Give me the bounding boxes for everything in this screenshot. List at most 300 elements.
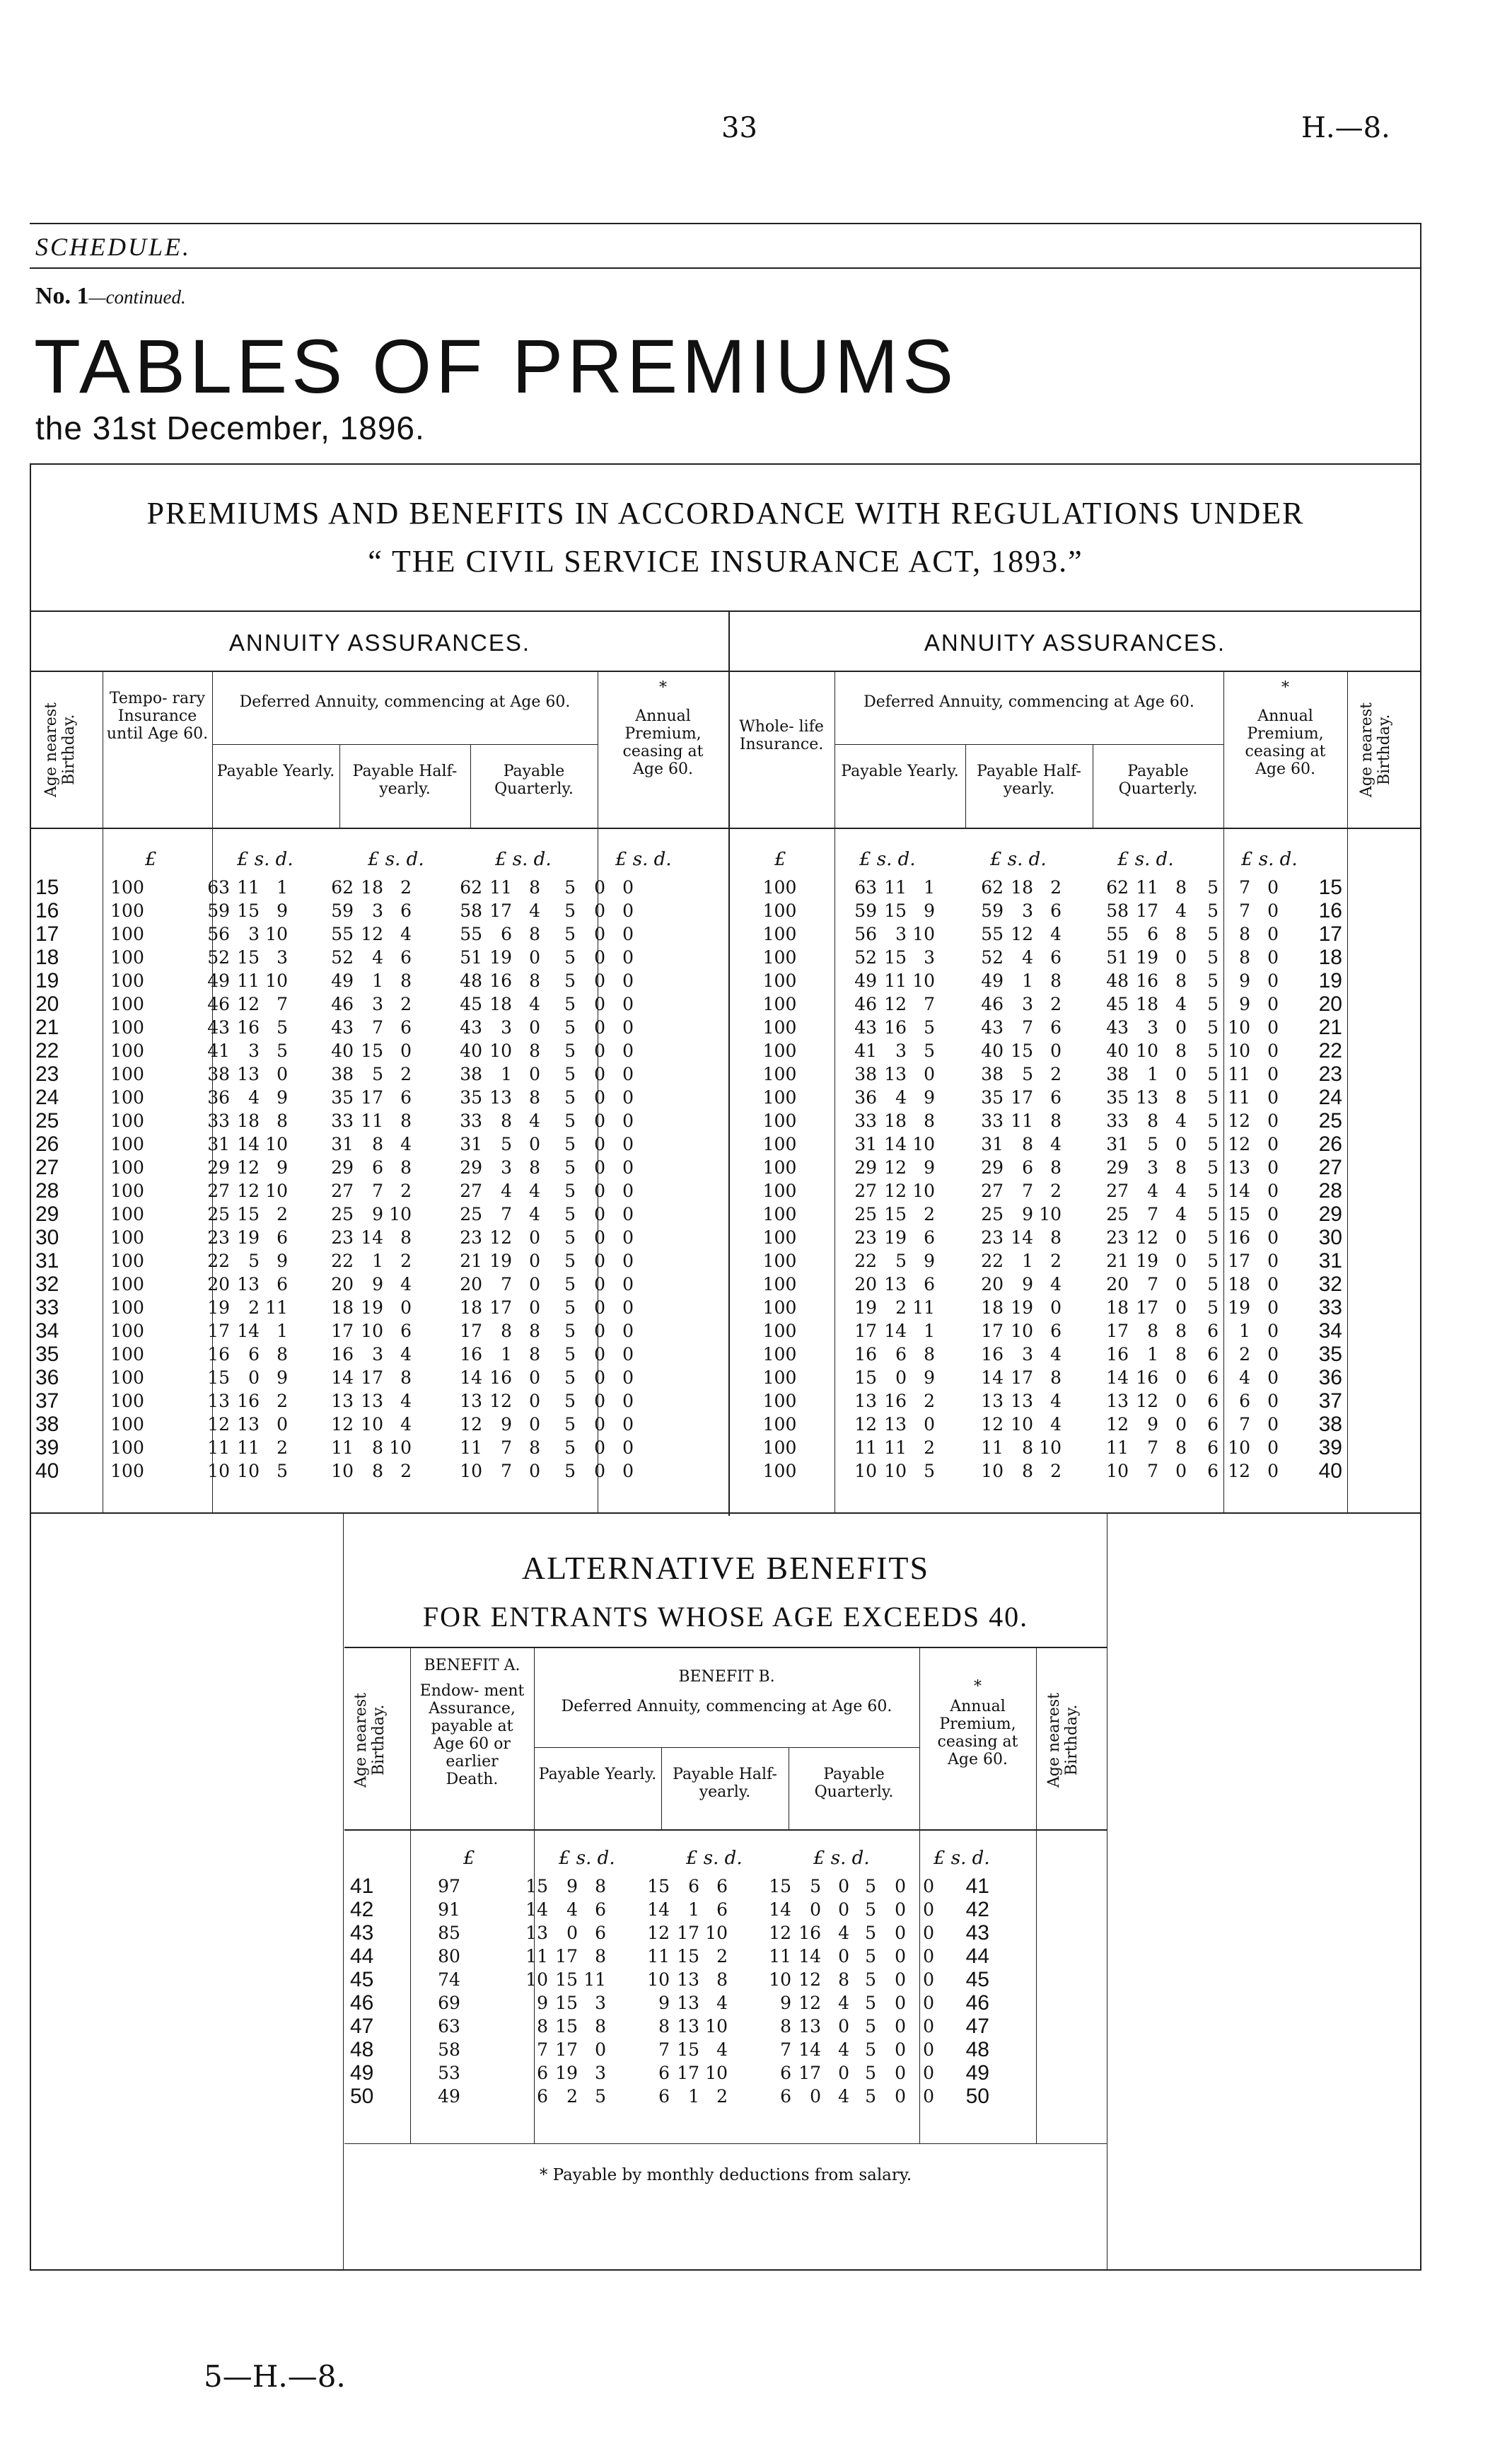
half-yearly-cell: 4 — [1050, 1134, 1062, 1154]
age-cell: 30 — [35, 1226, 59, 1249]
age-cell: 38 — [35, 1413, 59, 1436]
center-divider — [728, 610, 730, 1516]
alt-halfyearly-header: Payable Half-yearly. — [673, 1766, 777, 1801]
half-yearly-cell: 6 — [372, 1157, 383, 1178]
age-cell: 16 — [1318, 899, 1342, 922]
quarterly-cell: 16 — [1136, 971, 1158, 991]
annual-cell: 0 — [622, 1297, 634, 1318]
left-annual-star: * — [659, 679, 667, 697]
yearly-cell: 27 — [854, 1181, 877, 1201]
annual-cell: 0 — [594, 1437, 605, 1458]
quarterly-cell: 18 — [1136, 994, 1158, 1014]
spacer-cell — [824, 922, 838, 946]
insurance-cell: 100 — [762, 947, 797, 968]
yearly-cell: 13 — [207, 1391, 230, 1411]
quarterly-cell: 31 — [1106, 1134, 1129, 1154]
quarterly-cell: 10 — [1106, 1461, 1129, 1481]
endowment-cell: 80 — [438, 1946, 460, 1966]
annual-cell: 0 — [594, 1344, 605, 1365]
spacer-cell — [177, 876, 191, 899]
age-cell: 48 — [350, 2038, 374, 2061]
yearly-cell: 8 — [595, 2016, 606, 2037]
annual-cell: 5 — [865, 1946, 876, 1966]
spacer-cell — [606, 2061, 634, 2085]
table-row — [35, 1343, 634, 1366]
age-cell: 39 — [35, 1436, 59, 1459]
annual-cell: 5 — [564, 1391, 576, 1411]
quarterly-cell: 27 — [1106, 1181, 1129, 1201]
annual-cell: 5 — [1207, 1297, 1219, 1318]
yearly-cell: 7 — [537, 2039, 548, 2060]
rule-bottom-tables — [30, 1512, 1421, 1514]
annual-cell: 0 — [895, 1993, 906, 2013]
spacer-cell — [824, 992, 838, 1016]
spacer-cell — [288, 876, 315, 899]
yearly-cell: 19 — [854, 1297, 877, 1318]
spacer-cell — [177, 1179, 191, 1203]
quarterly-cell: 0 — [1175, 1134, 1187, 1154]
half-yearly-cell: 15 — [361, 1041, 383, 1061]
quarterly-cell: 15 — [769, 1876, 791, 1896]
insurance-cell: 100 — [762, 1227, 797, 1248]
yearly-cell: 9 — [924, 900, 935, 921]
spacer-cell — [288, 1366, 315, 1389]
annual-cell: 0 — [1267, 1111, 1279, 1131]
quarterly-cell: 10 — [489, 1041, 512, 1061]
endowment-cell: 49 — [438, 2086, 460, 2107]
table-row — [35, 876, 634, 899]
insurance-cell: 100 — [762, 1204, 797, 1224]
quarterly-cell: 58 — [1106, 900, 1129, 921]
yearly-cell: 16 — [884, 1017, 907, 1038]
annual-cell: 0 — [594, 1297, 605, 1318]
quarterly-cell: 17 — [460, 1321, 482, 1341]
age-cell: 20 — [1318, 992, 1342, 1016]
spacer-cell — [177, 899, 191, 922]
yearly-cell: 10 — [207, 1461, 230, 1481]
quarterly-cell: 4 — [1175, 1111, 1187, 1131]
spacer-cell — [177, 1459, 191, 1483]
half-yearly-cell: 6 — [1050, 947, 1062, 968]
quarterly-cell: 8 — [529, 1087, 540, 1108]
age-cell: 49 — [350, 2061, 374, 2085]
spacer-cell — [824, 1203, 838, 1226]
annual-cell: 5 — [564, 947, 576, 968]
spacer-cell — [1062, 1343, 1090, 1366]
annual-cell: 0 — [895, 2016, 906, 2037]
yearly-cell: 5 — [248, 1251, 260, 1271]
annual-cell: 5 — [1207, 947, 1219, 968]
spacer-cell — [1062, 1062, 1090, 1086]
half-yearly-cell: 10 — [1011, 1321, 1033, 1341]
insurance-cell: 100 — [762, 1437, 797, 1458]
annual-cell: 0 — [622, 971, 634, 991]
spacer-cell — [1187, 1343, 1197, 1366]
annual-cell: 0 — [594, 1461, 605, 1481]
half-yearly-cell: 4 — [1022, 947, 1033, 968]
annual-cell: 5 — [564, 1087, 576, 1108]
endowment-cell: 91 — [438, 1899, 460, 1920]
spacer-cell — [1062, 1226, 1090, 1249]
half-yearly-cell: 7 — [1022, 1181, 1033, 1201]
table-row — [735, 1086, 1342, 1109]
yearly-cell: 9 — [277, 1157, 288, 1178]
quarterly-cell: 8 — [1175, 1437, 1187, 1458]
spacer-cell — [824, 1273, 838, 1296]
endowment-cell: 97 — [438, 1876, 460, 1896]
half-yearly-cell: 11 — [331, 1437, 354, 1458]
spacer-cell — [540, 1273, 554, 1296]
age-cell: 28 — [1318, 1179, 1342, 1203]
quarterly-cell: 8 — [529, 1321, 540, 1341]
spacer-cell — [288, 1133, 315, 1156]
quarterly-cell: 12 — [1106, 1414, 1129, 1435]
yearly-cell: 16 — [884, 1391, 907, 1411]
yearly-cell: 9 — [277, 1367, 288, 1388]
half-yearly-cell: 7 — [372, 1017, 383, 1038]
annual-cell: 0 — [1267, 1087, 1279, 1108]
quarterly-cell: 7 — [501, 1437, 512, 1458]
half-yearly-cell: 2 — [400, 1251, 412, 1271]
table-row — [35, 992, 634, 1016]
yearly-cell: 11 — [525, 1946, 548, 1966]
alt-age-right-header: Age nearest Birthday. — [1045, 1693, 1081, 1788]
annual-cell: 0 — [594, 1227, 605, 1248]
yearly-cell: 2 — [895, 1297, 907, 1318]
quarterly-cell: 62 — [1106, 877, 1129, 898]
annual-cell: 0 — [594, 1134, 605, 1154]
annual-cell: 6 — [1207, 1321, 1219, 1341]
half-yearly-cell: 10 — [705, 2016, 728, 2037]
quarterly-cell: 7 — [1147, 1437, 1158, 1458]
quarterly-cell: 13 — [1136, 1087, 1158, 1108]
half-yearly-cell: 46 — [331, 994, 354, 1014]
annual-cell: 0 — [594, 1251, 605, 1271]
annual-cell: 0 — [1267, 1321, 1279, 1341]
quarterly-cell: 27 — [460, 1181, 482, 1201]
spacer-cell — [728, 1968, 756, 1991]
insurance-cell: 100 — [110, 1134, 144, 1154]
half-yearly-cell: 8 — [372, 1437, 383, 1458]
half-yearly-cell: 7 — [372, 1181, 383, 1201]
quarterly-cell: 4 — [1175, 1204, 1187, 1224]
spacer-cell — [824, 1319, 838, 1343]
spacer-cell — [935, 1436, 965, 1459]
yearly-cell: 20 — [854, 1274, 877, 1294]
half-yearly-cell: 4 — [1050, 1344, 1062, 1365]
half-yearly-cell: 10 — [361, 1321, 383, 1341]
spacer-cell — [824, 1249, 838, 1273]
annual-cell: 6 — [1239, 1391, 1250, 1411]
yearly-cell: 1 — [277, 877, 288, 898]
annual-cell: 0 — [622, 1204, 634, 1224]
spacer-cell — [540, 1133, 554, 1156]
quarterly-cell: 38 — [1106, 1064, 1129, 1084]
annual-cell: 0 — [594, 1017, 605, 1038]
annual-cell: 5 — [1207, 994, 1219, 1014]
spacer-cell — [1187, 1133, 1197, 1156]
yearly-cell: 15 — [237, 1204, 260, 1224]
alt-data-table — [350, 1875, 989, 2108]
spacer-cell — [1062, 1203, 1090, 1226]
table-row — [35, 1319, 634, 1343]
half-yearly-cell: 4 — [400, 1414, 412, 1435]
spacer-cell — [1187, 1459, 1197, 1483]
half-yearly-cell: 4 — [716, 1993, 728, 2013]
annual-cell: 0 — [622, 1344, 634, 1365]
quarterly-cell: 14 — [460, 1367, 482, 1388]
age-cell: 41 — [350, 1875, 374, 1898]
spacer-cell — [177, 1109, 191, 1133]
table-row — [35, 1203, 634, 1226]
spacer-cell — [412, 1226, 443, 1249]
quarterly-cell: 12 — [460, 1414, 482, 1435]
quarterly-cell: 16 — [460, 1344, 482, 1365]
half-yearly-cell: 20 — [331, 1274, 354, 1294]
spacer-cell — [1062, 1086, 1090, 1109]
age-cell: 29 — [35, 1203, 59, 1226]
quarterly-cell: 31 — [460, 1134, 482, 1154]
yearly-cell: 16 — [854, 1344, 877, 1365]
half-yearly-cell: 10 — [389, 1204, 412, 1224]
spacer-cell — [935, 992, 965, 1016]
quarterly-cell: 8 — [1175, 1157, 1187, 1178]
table-row — [735, 1436, 1342, 1459]
half-yearly-cell: 4 — [400, 1344, 412, 1365]
table-row — [35, 1133, 634, 1156]
spacer-cell — [177, 1413, 191, 1436]
half-yearly-cell: 4 — [400, 1274, 412, 1294]
annual-cell: 0 — [594, 1087, 605, 1108]
spacer-cell — [606, 1968, 634, 1991]
age-cell: 19 — [35, 969, 59, 992]
yearly-cell: 11 — [884, 1437, 907, 1458]
quarterly-cell: 11 — [460, 1437, 482, 1458]
annual-cell: 5 — [865, 1993, 876, 2013]
age-cell: 39 — [1318, 1436, 1342, 1459]
document-reference: H.—8. — [1301, 112, 1390, 144]
table-row — [350, 1898, 989, 1921]
spacer-cell — [824, 1366, 838, 1389]
quarterly-cell: 13 — [798, 2016, 821, 2037]
rule-title — [30, 463, 1421, 465]
annual-cell: 0 — [895, 1969, 906, 1990]
yearly-cell: 9 — [924, 1157, 935, 1178]
right-unit-annual: £ s. d. — [1241, 849, 1298, 870]
table-row — [735, 1016, 1342, 1039]
spacer-cell — [540, 969, 554, 992]
annual-cell: 0 — [1267, 1391, 1279, 1411]
age-cell: 35 — [1318, 1343, 1342, 1366]
yearly-cell: 13 — [884, 1064, 907, 1084]
annual-cell: 8 — [1239, 947, 1250, 968]
annual-cell: 6 — [1207, 1367, 1219, 1388]
half-yearly-cell: 2 — [1050, 1181, 1062, 1201]
annual-cell: 0 — [622, 1391, 634, 1411]
half-yearly-cell: 0 — [400, 1297, 412, 1318]
alt-benefit-a-header: BENEFIT A. — [424, 1657, 521, 1674]
yearly-cell: 13 — [237, 1414, 260, 1435]
half-yearly-cell: 6 — [1022, 1157, 1033, 1178]
yearly-cell: 15 — [237, 900, 260, 921]
insurance-cell: 100 — [110, 1064, 144, 1084]
table-row — [35, 1086, 634, 1109]
yearly-cell: 12 — [884, 1181, 907, 1201]
yearly-cell: 12 — [237, 994, 260, 1014]
annual-cell: 0 — [1267, 947, 1279, 968]
quarterly-cell: 7 — [501, 1274, 512, 1294]
quarterly-cell: 4 — [529, 1204, 540, 1224]
spacer-cell — [935, 1413, 965, 1436]
annual-cell: 0 — [1267, 1367, 1279, 1388]
insurance-cell: 100 — [110, 994, 144, 1014]
yearly-cell: 1 — [924, 1321, 935, 1341]
spacer-cell — [177, 1039, 191, 1062]
spacer-cell — [1062, 1273, 1090, 1296]
annual-cell: 0 — [923, 2063, 934, 2083]
yearly-cell: 0 — [566, 1923, 578, 1943]
quarterly-cell: 58 — [460, 900, 482, 921]
half-yearly-cell: 11 — [981, 1437, 1004, 1458]
alt-rule-colheads — [344, 1829, 1107, 1831]
spacer-cell — [1187, 1273, 1197, 1296]
yearly-cell: 43 — [854, 1017, 877, 1038]
quarterly-cell: 16 — [798, 1923, 821, 1943]
half-yearly-cell: 3 — [372, 900, 383, 921]
spacer-cell — [177, 1343, 191, 1366]
annual-cell: 11 — [1228, 1064, 1250, 1084]
quarterly-cell: 0 — [529, 1391, 540, 1411]
spacer-cell — [1062, 1366, 1090, 1389]
age-right-cell: 48 — [965, 2038, 989, 2061]
endowment-cell: 63 — [438, 2016, 460, 2037]
annual-cell: 0 — [1267, 924, 1279, 944]
alt-deferred-header: Deferred Annuity, commencing at Age 60. — [561, 1698, 892, 1715]
table-row — [735, 946, 1342, 969]
quarterly-cell: 14 — [798, 1946, 821, 1966]
spacer-cell — [935, 876, 965, 899]
spacer-cell — [1187, 1062, 1197, 1086]
spacer-cell — [412, 1459, 443, 1483]
table-row — [35, 922, 634, 946]
spacer-cell — [1062, 969, 1090, 992]
age-cell: 17 — [35, 922, 59, 946]
half-yearly-cell: 12 — [1011, 924, 1033, 944]
half-yearly-cell: 17 — [331, 1321, 354, 1341]
half-yearly-cell: 10 — [1011, 1414, 1033, 1435]
yearly-cell: 12 — [884, 1157, 907, 1178]
spacer-cell — [177, 992, 191, 1016]
yearly-cell: 13 — [237, 1064, 260, 1084]
spacer-cell — [177, 946, 191, 969]
spacer-cell — [288, 1226, 315, 1249]
quarterly-cell: 4 — [529, 900, 540, 921]
spacer-cell — [1187, 1319, 1197, 1343]
half-yearly-cell: 8 — [400, 1111, 412, 1131]
endowment-cell: 69 — [438, 1993, 460, 2013]
rule-subtitle — [30, 610, 1421, 612]
spacer-cell — [728, 1898, 756, 1921]
table-row — [735, 1062, 1342, 1086]
spacer-cell — [824, 1436, 838, 1459]
annual-cell: 5 — [564, 924, 576, 944]
alt-unit-annual: £ s. d. — [934, 1848, 990, 1869]
annual-cell: 5 — [865, 1969, 876, 1990]
yearly-cell: 3 — [595, 2063, 606, 2083]
quarterly-cell: 3 — [1147, 1157, 1158, 1178]
age-cell: 33 — [1318, 1296, 1342, 1319]
half-yearly-cell: 17 — [1011, 1087, 1033, 1108]
quarterly-cell: 8 — [780, 2016, 791, 2037]
yearly-cell: 11 — [884, 877, 907, 898]
quarterly-cell: 0 — [838, 1899, 849, 1920]
yearly-cell: 14 — [884, 1134, 907, 1154]
spacer-cell — [288, 1062, 315, 1086]
yearly-cell: 5 — [277, 1017, 288, 1038]
half-yearly-cell: 4 — [1050, 1274, 1062, 1294]
insurance-cell: 100 — [762, 1274, 797, 1294]
yearly-cell: 3 — [595, 1993, 606, 2013]
spacer-cell — [849, 1968, 856, 1991]
half-yearly-cell: 35 — [331, 1087, 354, 1108]
spacer-cell — [1187, 1109, 1197, 1133]
quarterly-cell: 1 — [501, 1344, 512, 1365]
spacer-cell — [288, 899, 315, 922]
insurance-cell: 100 — [110, 924, 144, 944]
quarterly-cell: 0 — [810, 1899, 821, 1920]
quarterly-cell: 4 — [1175, 994, 1187, 1014]
age-right-cell: 50 — [965, 2085, 989, 2108]
spacer-cell — [177, 1436, 191, 1459]
left-unit-yearly: £ s. d. — [237, 849, 293, 870]
spacer-cell — [1062, 1389, 1090, 1413]
half-yearly-cell: 8 — [400, 1367, 412, 1388]
half-yearly-cell: 59 — [331, 900, 354, 921]
yearly-cell: 14 — [237, 1321, 260, 1341]
annual-cell: 0 — [895, 1946, 906, 1966]
half-yearly-cell: 8 — [658, 2016, 670, 2037]
insurance-cell: 100 — [762, 1041, 797, 1061]
quarterly-cell: 12 — [1136, 1227, 1158, 1248]
half-yearly-cell: 43 — [981, 1017, 1004, 1038]
half-yearly-cell: 25 — [981, 1204, 1004, 1224]
yearly-cell: 11 — [237, 971, 260, 991]
table-row — [735, 1226, 1342, 1249]
half-yearly-cell: 1 — [372, 971, 383, 991]
annual-cell: 5 — [1207, 924, 1219, 944]
spacer-cell — [824, 1133, 838, 1156]
right-unit-yearly: £ s. d. — [859, 849, 916, 870]
table-row — [735, 1459, 1342, 1483]
spacer-cell — [1187, 922, 1197, 946]
quarterly-cell: 17 — [1136, 900, 1158, 921]
half-yearly-cell: 8 — [400, 1227, 412, 1248]
yearly-cell: 14 — [525, 1899, 548, 1920]
left-quarterly-header: Payable Quarterly. — [494, 763, 574, 798]
half-yearly-cell: 18 — [981, 1297, 1004, 1318]
spacer-cell — [412, 1273, 443, 1296]
insurance-cell: 100 — [110, 971, 144, 991]
yearly-cell: 2 — [924, 1204, 935, 1224]
spacer-cell — [935, 1319, 965, 1343]
spacer-cell — [177, 1319, 191, 1343]
half-yearly-cell: 0 — [1050, 1297, 1062, 1318]
annual-cell: 5 — [564, 1461, 576, 1481]
half-yearly-cell: 8 — [400, 971, 412, 991]
yearly-cell: 20 — [207, 1274, 230, 1294]
half-yearly-cell: 18 — [361, 877, 383, 898]
spacer-cell — [540, 1109, 554, 1133]
